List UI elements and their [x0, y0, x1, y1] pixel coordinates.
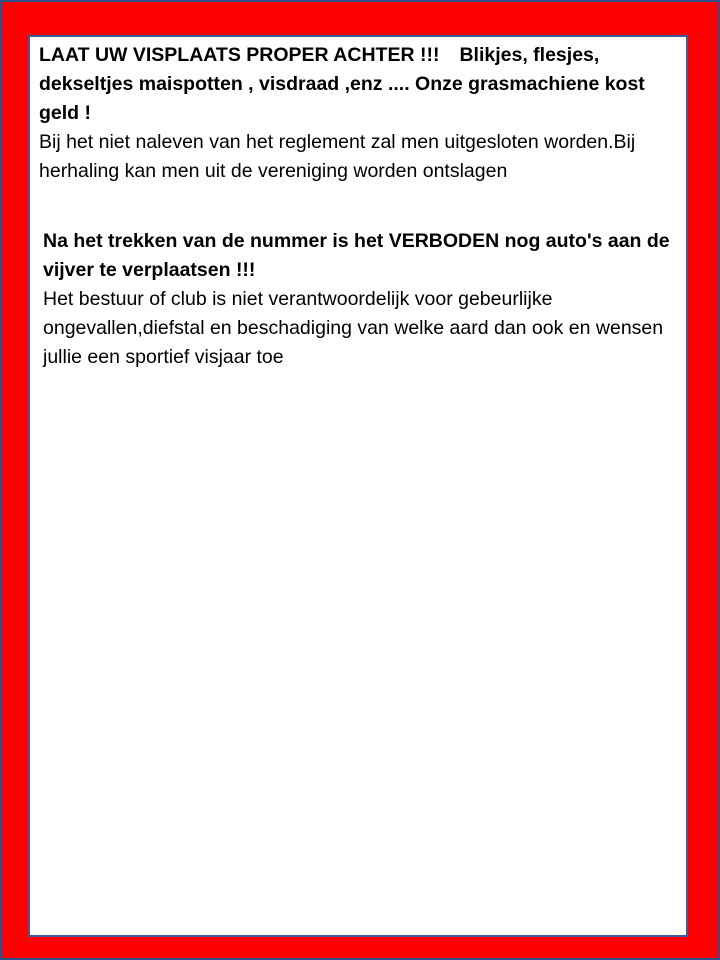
cleanliness-body: Bij het niet naleven van het reglement zal men uitgesloten worden.Bij herhaling kan men uit de vereniging worden ontslagen	[39, 131, 636, 182]
notice-panel	[28, 35, 688, 937]
notice-cars	[43, 227, 673, 372]
cleanliness-heading	[39, 41, 659, 128]
cleanliness-heading-title: LAAT UW VISPLAATS PROPER ACHTER !!!	[39, 44, 440, 66]
liability-body: Het bestuur of club is niet verantwoordelijk voor gebeurlijke ongevallen,diefstal en beschadiging van welke aard dan ook en wensen jullie een sportief visjaar toe	[43, 288, 664, 368]
notice-cleanliness	[39, 41, 659, 186]
cleanliness-heading-detail: Blikjes, flesjes, dekseltjes maispotten , visdraad ,enz .... Onze grasmachiene kost geld !	[39, 44, 645, 124]
cars-heading: Na het trekken van de nummer is het VERBODEN nog auto's aan de vijver te verplaatsen !!!	[43, 230, 670, 281]
